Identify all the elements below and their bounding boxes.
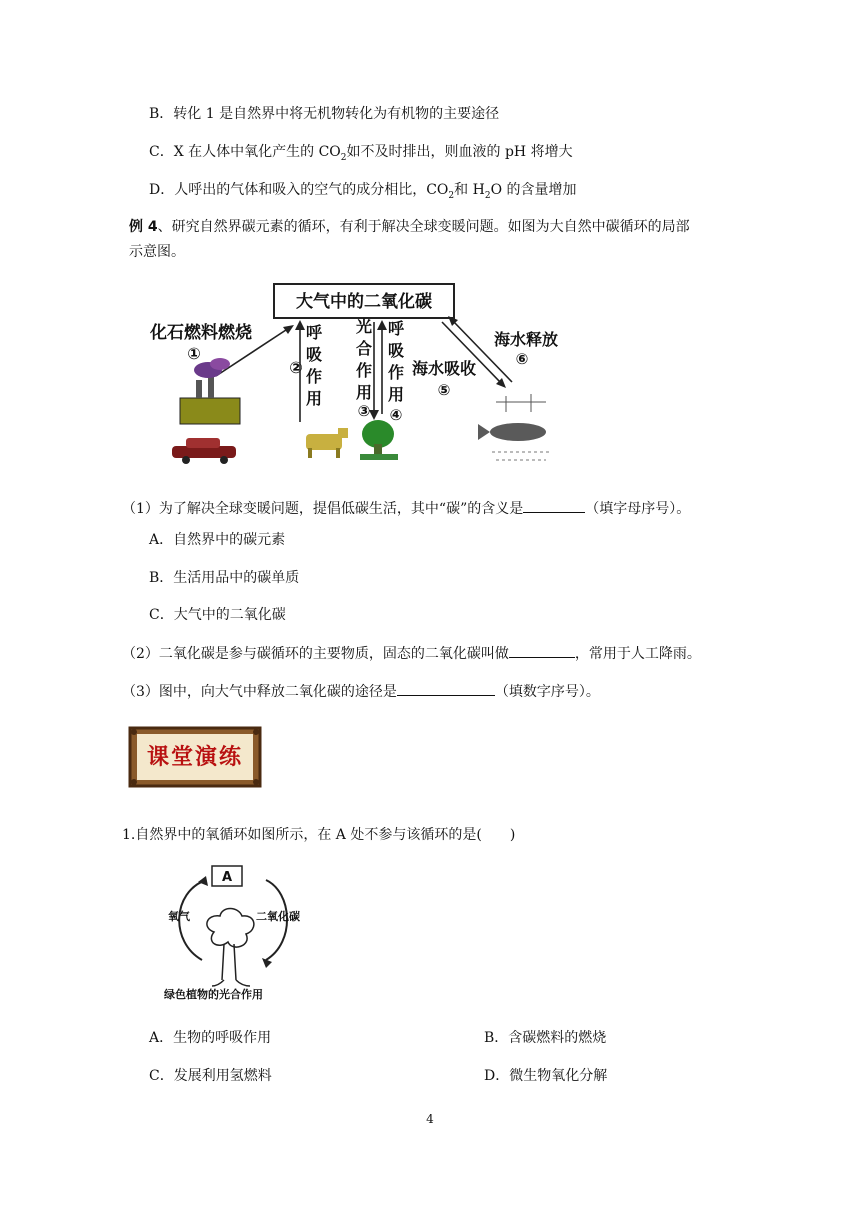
svg-text:用: 用 [387, 385, 405, 404]
ex1-option-c: C．发展利用氢燃料 [149, 1068, 272, 1084]
svg-text:用: 用 [355, 383, 373, 402]
question-2: （2）二氧化碳是参与碳循环的主要物质，固态的二氧化碳叫做 ，常用于人工降雨。 [122, 642, 701, 664]
carbon-cycle-diagram [146, 282, 566, 468]
svg-text:光: 光 [355, 317, 373, 336]
svg-text:呼: 呼 [305, 323, 323, 342]
car-icon [172, 438, 236, 464]
banner-text: 课堂演练 [146, 744, 243, 770]
question-3: （3）图中，向大气中释放二氧化碳的途径是 （填数字序号）。 [122, 680, 600, 702]
example4-label: 例 4 [129, 219, 158, 235]
q1-option-b: B．生活用品中的碳单质 [149, 570, 300, 586]
exercise1-stem: 1.自然界中的氧循环如图所示，在 A 处不参与该循环的是( ) [122, 827, 516, 843]
q1-option-c: C．大气中的二氧化碳 [149, 607, 286, 623]
co2-label: 二氧化碳 [256, 910, 300, 923]
question-1: （1）为了解决全球变暖问题，提倡低碳生活，其中“碳”的含义是 （填字母序号）。 [122, 497, 690, 519]
svg-text:①: ① [187, 344, 201, 363]
answer-blank-2 [509, 642, 575, 658]
box-a-label: A [221, 870, 233, 885]
svg-text:⑤: ⑤ [437, 381, 451, 399]
svg-text:作: 作 [305, 367, 323, 386]
classroom-practice-banner [128, 724, 262, 790]
svg-text:④: ④ [389, 406, 403, 424]
svg-text:合: 合 [355, 339, 373, 358]
answer-blank-3 [397, 680, 495, 696]
option-c: C．X 在人体中氧化产生的 $CO_2$如不及时排出，则血液的 pH 将增大 [149, 144, 573, 163]
svg-text:③: ③ [357, 402, 371, 420]
q1-option-a: A．自然界中的碳元素 [149, 532, 286, 548]
photosynthesis-label: 绿色植物的光合作用 [164, 988, 263, 1001]
example4-stem-line2: 示意图。 [129, 244, 185, 260]
ex1-option-b: B．含碳燃料的燃烧 [484, 1030, 607, 1046]
page-number: 4 [426, 1112, 434, 1126]
oxygen-label: 氧气 [168, 910, 190, 923]
fossil-fuel-label: 化石燃料燃烧 [150, 323, 252, 343]
fish-water-icon [478, 394, 550, 460]
svg-text:吸: 吸 [305, 345, 323, 364]
atmosphere-co2-box: 大气中的二氧化碳 [296, 292, 432, 312]
svg-text:作: 作 [355, 361, 373, 380]
svg-text:用: 用 [305, 389, 323, 408]
sea-release-label: 海水释放 [494, 330, 559, 349]
answer-blank-1 [523, 497, 585, 513]
ex1-option-a: A．生物的呼吸作用 [149, 1030, 272, 1046]
option-d: D．人呼出的气体和吸入的空气的成分相比，$CO_2$和 $H_2O$ 的含量增加 [149, 182, 577, 201]
tree-icon [360, 420, 398, 460]
svg-text:作: 作 [387, 363, 405, 382]
cow-icon [306, 428, 348, 458]
ex1-option-d: D．微生物氧化分解 [484, 1068, 608, 1084]
svg-text:呼: 呼 [387, 319, 405, 338]
option-b: B．转化 1 是自然界中将无机物转化为有机物的主要途径 [149, 106, 500, 122]
svg-text:吸: 吸 [387, 341, 405, 360]
svg-text:②: ② [289, 358, 303, 377]
svg-text:⑥: ⑥ [515, 350, 529, 368]
example4-stem-line1: 例 4、研究自然界碳元素的循环，有利于解决全球变暖问题。如图为大自然中碳循环的局部 [129, 219, 690, 235]
oxygen-cycle-diagram [162, 862, 304, 1004]
factory-icon [180, 358, 240, 424]
sea-absorb-label: 海水吸收 [412, 359, 477, 378]
